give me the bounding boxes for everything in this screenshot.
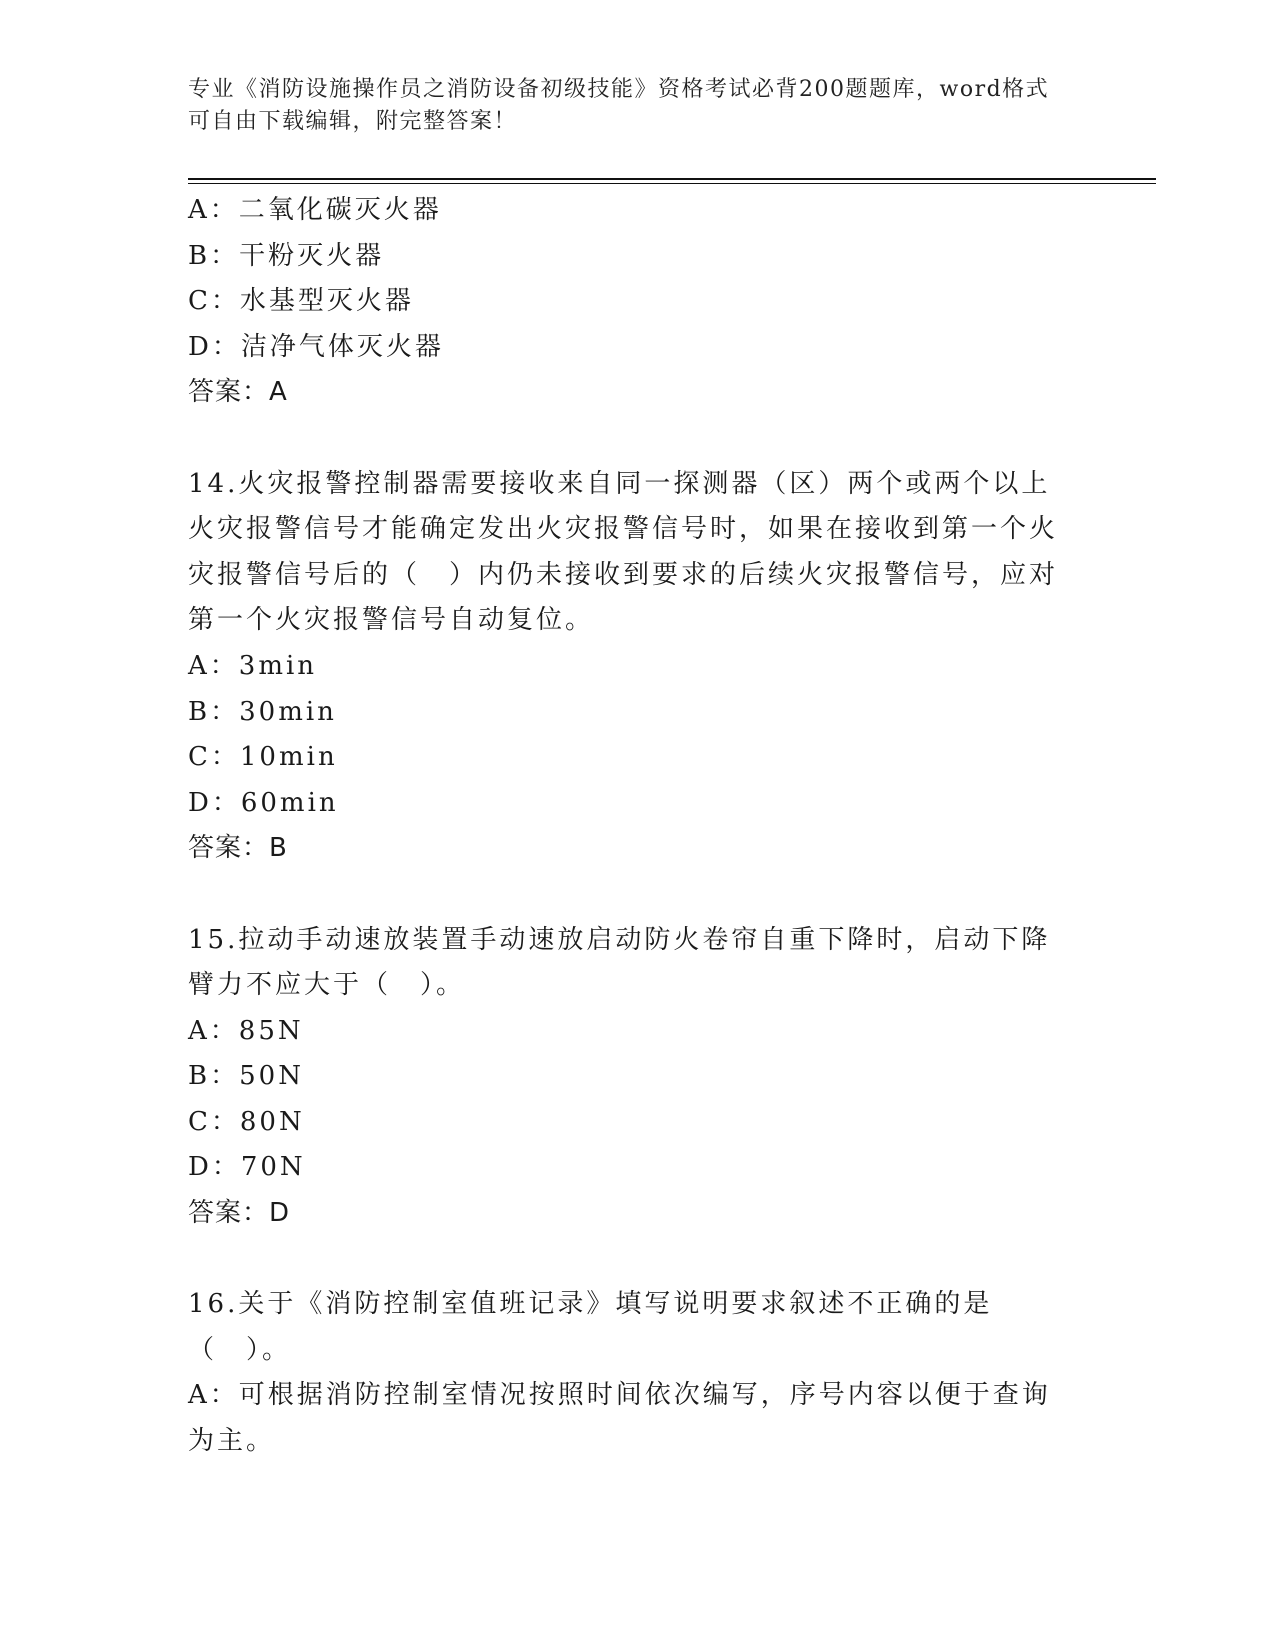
option-15-d: D：70N	[188, 1152, 306, 1183]
spacer	[188, 872, 1088, 918]
question-13-options	[188, 188, 1088, 416]
option-14-c: C：10min	[188, 742, 338, 773]
option-16-a: A：可根据消防控制室情况按照时间依次编写，序号内容以便于查询为主。	[188, 1380, 1051, 1457]
spacer	[188, 1237, 1088, 1283]
option-15-b: B：50N	[188, 1061, 304, 1092]
option-15-a: A：85N	[188, 1015, 304, 1046]
document-header: 专业《消防设施操作员之消防设备初级技能》资格考试必背200题题库，word格式可自由下载编辑，附完整答案！	[188, 77, 1050, 134]
header-rule-thin	[188, 183, 1156, 184]
answer-14: 答案：B	[188, 833, 288, 864]
question-15-stem: 15.拉动手动速放装置手动速放启动防火卷帘自重下降时，启动下降臂力不应大于（ ）。	[188, 924, 1051, 1001]
question-16	[188, 1282, 1088, 1464]
question-15	[188, 918, 1088, 1237]
header-rule-thick	[188, 178, 1156, 180]
option-13-a: A：二氧化碳灭火器	[188, 195, 442, 225]
option-15-c: C：80N	[188, 1106, 305, 1137]
question-14	[188, 462, 1088, 872]
spacer	[188, 416, 1088, 462]
answer-13: 答案：A	[188, 377, 288, 408]
question-14-stem: 14.火灾报警控制器需要接收来自同一探测器（区）两个或两个以上火灾报警信号才能确定发出火灾报警信号时，如果在接收到第一个火灾报警信号后的（ ）内仍未接收到要求的后续火灾报警信号，应对第一个火灾报警信号自动复位。	[188, 468, 1059, 636]
question-16-stem: 16.关于《消防控制室值班记录》填写说明要求叙述不正确的是（ ）。	[188, 1289, 993, 1365]
option-14-d: D：60min	[188, 787, 339, 818]
option-14-b: B：30min	[188, 696, 337, 727]
option-14-a: A：3min	[188, 650, 318, 681]
option-13-d: D：洁净气体灭火器	[188, 331, 444, 362]
answer-15: 答案：D	[188, 1198, 291, 1229]
option-13-c: C：水基型灭火器	[188, 286, 414, 317]
document-body	[188, 188, 1088, 1465]
option-13-b: B：干粉灭火器	[188, 240, 385, 271]
